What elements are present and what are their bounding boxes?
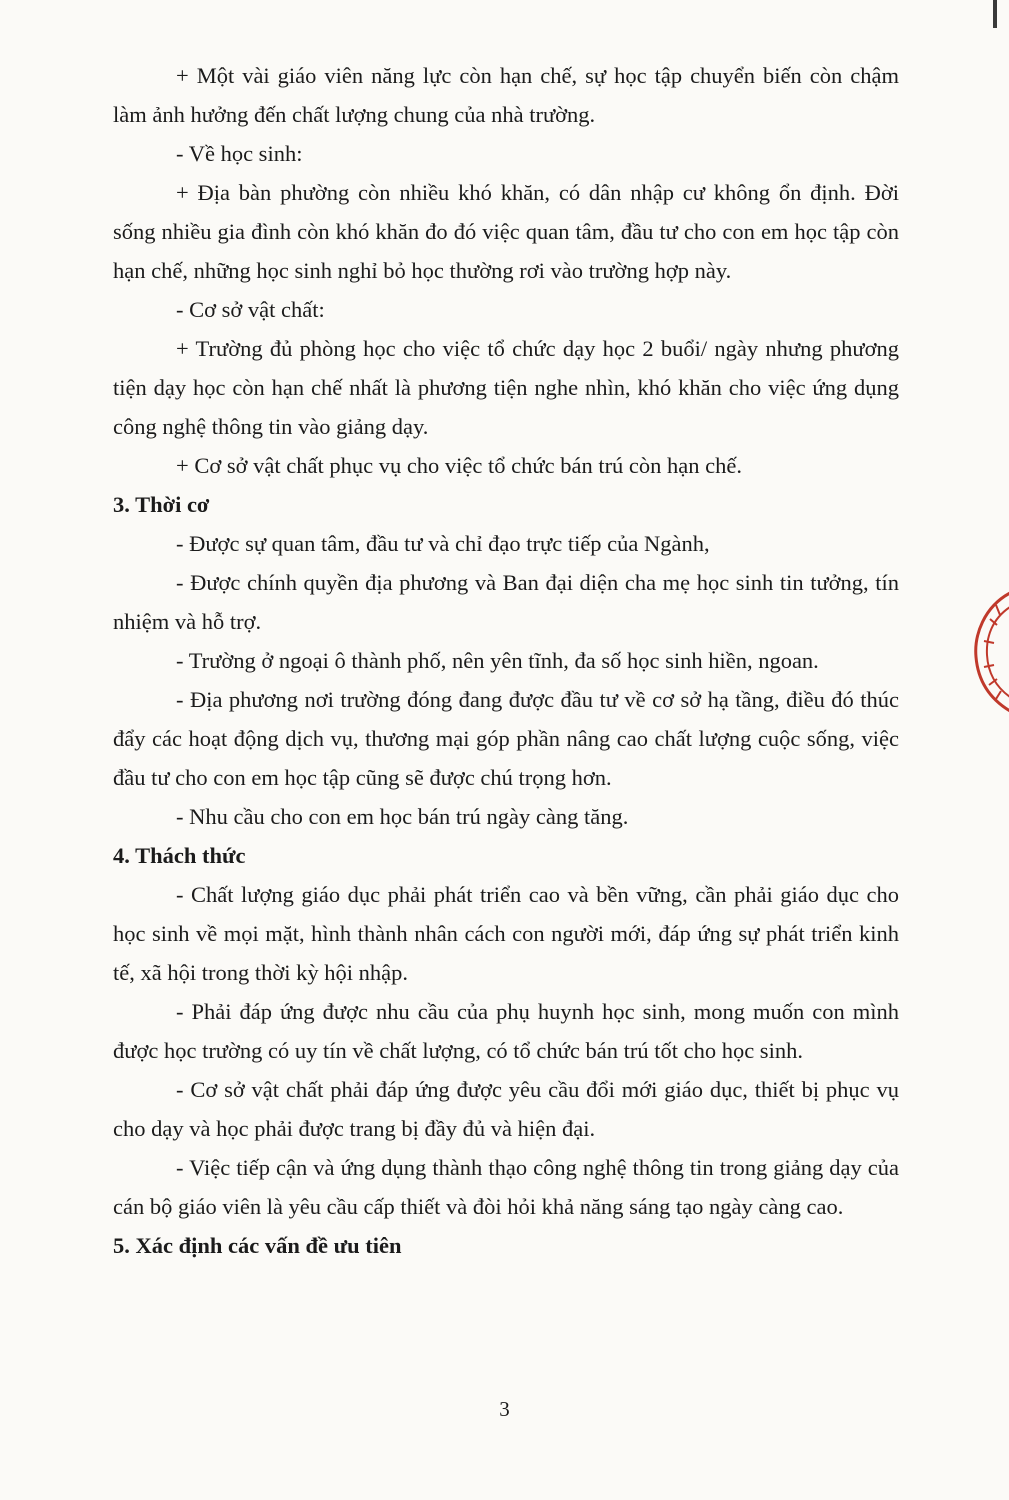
paragraph: - Trường ở ngoại ô thành phố, nên yên tĩnh, đa số học sinh hiền, ngoan.	[176, 648, 819, 673]
paragraph: + Trường đủ phòng học cho việc tổ chức dạy học 2 buổi/ ngày nhưng phương tiện dạy học còn hạn chế nhất là phương tiện nghe nhìn, khó khăn cho việc ứng dụng công nghệ thông tin vào giảng dạy.	[113, 336, 899, 439]
paragraph: + Địa bàn phường còn nhiều khó khăn, có dân nhập cư không ổn định. Đời sống nhiều gia đình còn khó khăn đo đó việc quan tâm, đầu tư cho con em học tập còn hạn chế, những học sinh nghỉ bỏ học thường rơi vào trường hợp này.	[113, 180, 899, 283]
paragraph: - Cơ sở vật chất phải đáp ứng được yêu cầu đổi mới giáo dục, thiết bị phục vụ cho dạy và học phải được trang bị đầy đủ và hiện đại.	[113, 1077, 899, 1141]
paragraph: - Việc tiếp cận và ứng dụng thành thạo công nghệ thông tin trong giảng dạy của cán bộ giáo viên là yêu cầu cấp thiết và đòi hỏi khả năng sáng tạo ngày càng cao.	[113, 1155, 899, 1219]
paragraph: - Về học sinh:	[176, 141, 303, 166]
section-heading: 3. Thời cơ	[113, 492, 210, 517]
paragraph: + Một vài giáo viên năng lực còn hạn chế, sự học tập chuyển biến còn chậm làm ảnh hưởng đến chất lượng chung của nhà trường.	[113, 63, 899, 127]
paragraph: - Nhu cầu cho con em học bán trú ngày càng tăng.	[176, 804, 629, 829]
section-heading: 4. Thách thức	[113, 843, 246, 868]
paragraph: - Được chính quyền địa phương và Ban đại diện cha mẹ học sinh tin tưởng, tín nhiệm và hỗ trợ.	[113, 570, 899, 634]
paragraph: - Phải đáp ứng được nhu cầu của phụ huynh học sinh, mong muốn con mình được học trường có uy tín về chất lượng, có tổ chức bán trú tốt cho học sinh.	[113, 999, 899, 1063]
paragraph: - Chất lượng giáo dục phải phát triển cao và bền vững, cần phải giáo dục cho học sinh về mọi mặt, hình thành nhân cách con người mới, đáp ứng sự phát triển kinh tế, xã hội trong thời kỳ hội nhập.	[113, 882, 899, 985]
section-heading: 5. Xác định các vấn đề ưu tiên	[113, 1233, 402, 1258]
paragraph: - Được sự quan tâm, đầu tư và chỉ đạo trực tiếp của Ngành,	[176, 531, 710, 556]
scan-edge-mark	[993, 0, 997, 28]
partial-red-seal	[970, 585, 1009, 715]
paragraph: - Cơ sở vật chất:	[176, 297, 325, 322]
document-body	[113, 56, 899, 1265]
paragraph: + Cơ sở vật chất phục vụ cho việc tổ chức bán trú còn hạn chế.	[176, 453, 743, 478]
page-number: 3	[499, 1397, 510, 1421]
paragraph: - Địa phương nơi trường đóng đang được đầu tư về cơ sở hạ tầng, điều đó thúc đẩy các hoạt động dịch vụ, thương mại góp phần nâng cao chất lượng cuộc sống, việc đầu tư cho con em học tập cũng sẽ được chú trọng hơn.	[113, 687, 899, 790]
